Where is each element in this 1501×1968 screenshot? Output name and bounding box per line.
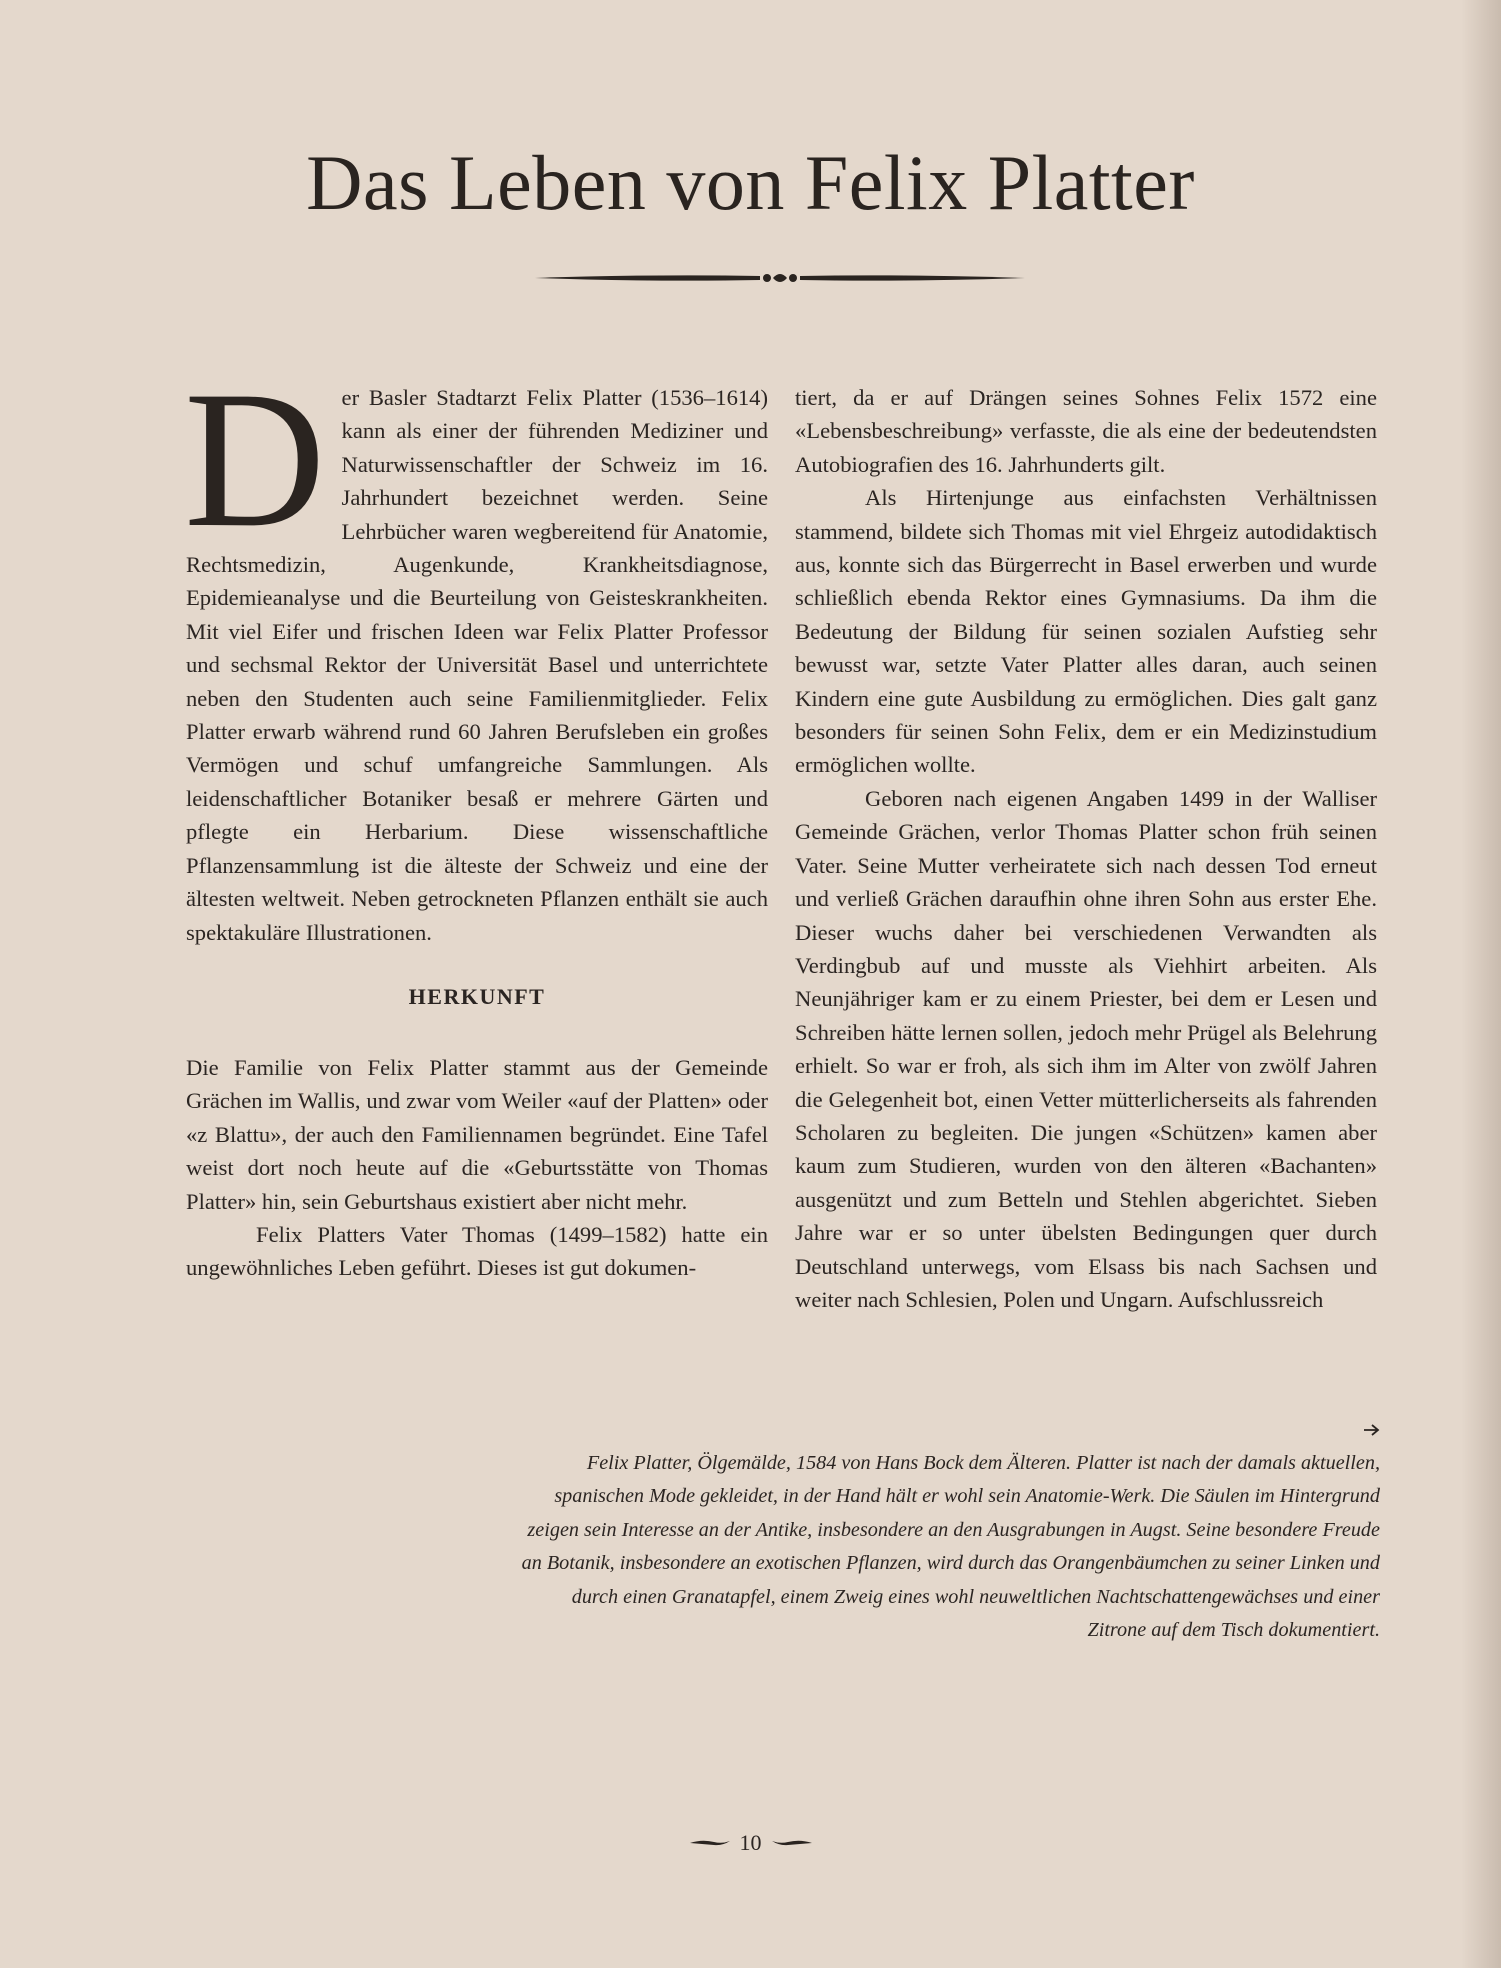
page-title: Das Leben von Felix Platter: [306, 139, 1195, 226]
intro-text: er Basler Stadtarzt Felix Platter (1536–1614) kann als einer der führenden Mediziner und Naturwissenschaftler der Schweiz im 16. Jahrhundert bezeichnet werden. Seine Lehrbücher waren wegbereitend für Anatomie, Rechtsmedizin, Augenkunde, Krankheitsdiagnose, Epidemieanalyse und die Beurteilung von Geisteskrankheiten. Mit viel Eifer und frischen Ideen war Felix Platter Professor und sechsmal Rektor der Universität Basel und unterrichtete neben den Studenten auch seine Familienmitglieder. Felix Platter erwarb während rund 60 Jahren Berufsleben ein großes Vermögen und schuf umfangreiche Sammlungen. Als leidenschaftlicher Botaniker besaß er mehrere Gärten und pflegte ein Herbarium. Diese wissenschaftliche Pflanzensammlung ist die älteste der Schweiz und eine der ältesten weltweit. Neben getrockneten Pflanzen enthält sie auch spektakuläre Illustrationen.: [186, 385, 768, 945]
footer-swash-right-icon: [770, 1837, 814, 1849]
title-ornament: [535, 268, 1025, 288]
footer-swash-left-icon: [688, 1837, 732, 1849]
birth-paragraph: Geboren nach eigenen Angaben 1499 in der Walliser Gemeinde Grächen, verlor Thomas Platter schon früh seinen Vater. Seine Mutter verheiratete sich nach dessen Tod erneut und verließ Grächen daraufhin ohne ihren Sohn aus erster Ehe. Dieser wuchs daher bei verschiedenen Verwandten als Verdingbub auf und musste als Viehhirt arbeiten. Als Neunjähriger kam er zu einem Priester, bei dem er Lesen und Schreiben hätte lernen sollen, jedoch mehr Prügel als Belehrung erhielt. So war er froh, als sich ihm im Alter von zwölf Jahren die Gelegenheit bot, einen Vetter mütterlicherseits als fahrenden Scholaren zu begleiten. Die jungen «Schützen» kamen aber kaum zum Studieren, wurden von den älteren «Bachanten» ausgenützt und zum Betteln und Stehlen abgerichtet. Sieben Jahre war er so unter übelsten Bedingungen quer durch Deutschland unterwegs, vom Elsass bis nach Sachsen und weiter nach Schlesien, Polen und Ungarn. Aufschlussreich: [795, 785, 1377, 1312]
page-edge-shadow: [1461, 0, 1501, 1968]
page-number: 10: [739, 1830, 762, 1855]
intro-paragraph: [184, 351, 768, 949]
right-column: [795, 381, 1377, 1316]
father-paragraph-start: Felix Platters Vater Thomas (1499–1582) hatte ein ungewöhnliches Leben geführt. Dieses ist gut dokumen-: [186, 1221, 768, 1281]
shepherd-paragraph: Als Hirtenjunge aus einfachsten Verhältnissen stammend, bildete sich Thomas mit viel Ehrgeiz autodidaktisch aus, konnte sich das Bürgerrecht in Basel erwerben und wurde schließlich ebenda Rektor eines Gymnasiums. Da ihm die Bedeutung der Bildung für seinen sozialen Aufstieg sehr bewusst war, setzte Vater Platter alles daran, auch seinen Kindern eine gute Ausbildung zu ermöglichen. Dies galt ganz besonders für seinen Sohn Felix, dem er ein Medizinstudium ermöglichen wollte.: [795, 485, 1377, 778]
origin-paragraph: Die Familie von Felix Platter stammt aus der Gemeinde Grächen im Wallis, und zwar vom Weiler «auf der Platten» oder «z Blattu», der auch den Familiennamen begründet. Eine Tafel weist dort noch heute auf die «Geburtsstätte von Thomas Platter» hin, sein Geburtshaus existiert aber nicht mehr.: [186, 1054, 768, 1214]
page-footer: [0, 1830, 1501, 1856]
arrow-right-icon: [1362, 1422, 1382, 1438]
image-caption: Felix Platter, Ölgemälde, 1584 von Hans Bock dem Älteren. Platter ist nach der damals aktuellen, spanischen Mode gekleidet, in der Hand hält er wohl sein Anatomie-Werk. Die Säulen im Hintergrund zeigen sein Interesse an der Antike, insbesondere an den Ausgrabungen in Augst. Seine besondere Freude an Botanik, insbesondere an exotischen Pflanzen, wird durch das Orangenbäumchen zu seiner Linken und durch einen Granatapfel, einem Zweig eines wohl neuweltlichen Nachtschattengewächses und einer Zitrone auf dem Tisch dokumentiert.: [521, 1452, 1380, 1642]
left-column: [184, 351, 768, 1285]
drop-cap: D: [184, 351, 326, 568]
father-paragraph-end: tiert, da er auf Drängen seines Sohnes Felix 1572 eine «Lebensbeschreibung» verfasste, die als eine der bedeutendsten Autobiografien des 16. Jahrhunderts gilt.: [795, 385, 1377, 477]
section-heading: HERKUNFT: [408, 983, 546, 1009]
